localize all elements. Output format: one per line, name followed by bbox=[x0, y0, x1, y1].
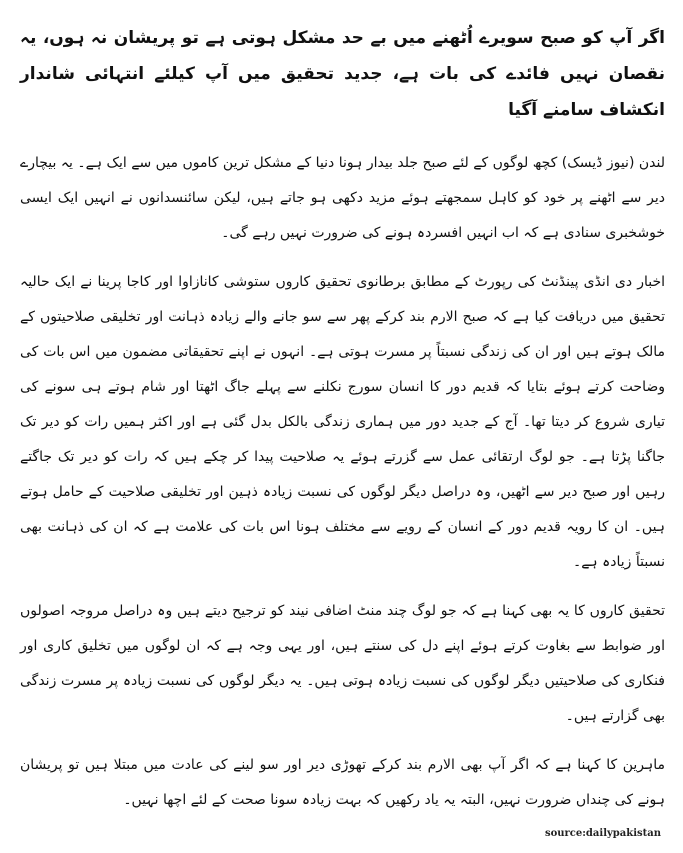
paragraph-intro: لندن (نیوز ڈیسک) کچھ لوگوں کے لئے صبح جلد بیدار ہونا دنیا کے مشکل ترین کاموں میں سے ایک ہے۔ یہ بیچارے دیر سے اٹھنے پر خود کو کاہل سمجھتے ہوئے مزید دکھی ہو جاتے ہیں، لیکن سائنسدانوں نے انہیں ایک ایسی خوشخبری سنادی ہے کہ اب انہیں افسردہ ہونے کی ضرورت نہیں رہے گی۔ bbox=[20, 155, 665, 241]
source-credit: source:dailypakistan bbox=[544, 828, 661, 839]
paragraph-research: اخبار دی انڈی پینڈنٹ کی رپورٹ کے مطابق برطانوی تحقیق کاروں ستوشی کانازاوا اور کاجا پرینا نے ایک حالیہ تحقیق میں دریافت کیا ہے کہ صبح الارم بند کرکے پھر سے سو جانے والے زیادہ ذہانت اور تخلیقی صلاحیتوں کے مالک ہوتے ہیں اور ان کی زندگی نسبتاً پر مسرت ہوتی ہے۔ انہوں نے اپنے تحقیقاتی مضمون میں اس بات کی وضاحت کرتے ہوئے بتایا کہ قدیم دور کا انسان سورج نکلنے سے پہلے جاگ اٹھتا اور شام ہوتے ہی سونے کی تیاری شروع کر دیتا تھا۔ آج کے جدید دور میں ہماری زندگی بالکل بدل گئی ہے اور اکثر ہمیں رات کو دیر تک جاگنا پڑتا ہے۔ جو لوگ ارتقائی عمل سے گزرتے ہوئے یہ صلاحیت پیدا کر چکے ہیں کہ رات کو دیر تک جاگتے رہیں اور صبح دیر سے اٹھیں، وہ دراصل دیگر لوگوں کی نسبت زیادہ ذہین اور تخلیقی صلاحیت کے حامل ہوتے ہیں۔ ان کا رویہ قدیم دور کے انسان کے رویے سے مختلف ہونا اس بات کی علامت ہے کہ ان کی ذہانت بھی نسبتاً زیادہ ہے۔ bbox=[20, 274, 665, 570]
headline: اگر آپ کو صبح سویرے اُٹھنے میں بے حد مشکل ہوتی ہے تو پریشان نہ ہوں، یہ نقصان نہیں فائدے کی بات ہے، جدید تحقیق میں آپ کیلئے انتہائی شاندار انکشاف سامنے آگیا bbox=[20, 28, 665, 120]
paragraph-experts: ماہرین کا کہنا ہے کہ اگر آپ بھی الارم بند کرکے تھوڑی دیر اور سو لینے کی عادت میں مبتلا ہیں تو پریشان ہونے کی چنداں ضرورت نہیں، البتہ یہ یاد رکھیں کہ بہت زیادہ سونا صحت کے لئے اچھا نہیں۔ bbox=[20, 757, 665, 808]
paragraph-researchers: تحقیق کاروں کا یہ بھی کہنا ہے کہ جو لوگ چند منٹ اضافی نیند کو ترجیح دیتے ہیں وہ دراصل مروجہ اصولوں اور ضوابط سے بغاوت کرتے ہوئے اپنے دل کی سنتے ہیں، اور یہی وجہ ہے کہ ان لوگوں میں تخلیق کاری اور فنکاری کی صلاحیتیں دیگر لوگوں کی نسبت زیادہ ہوتی ہیں۔ یہ دیگر لوگوں کی نسبت زیادہ پر مسرت زندگی بھی گزارتے ہیں۔ bbox=[20, 603, 665, 724]
article-body bbox=[20, 146, 665, 818]
